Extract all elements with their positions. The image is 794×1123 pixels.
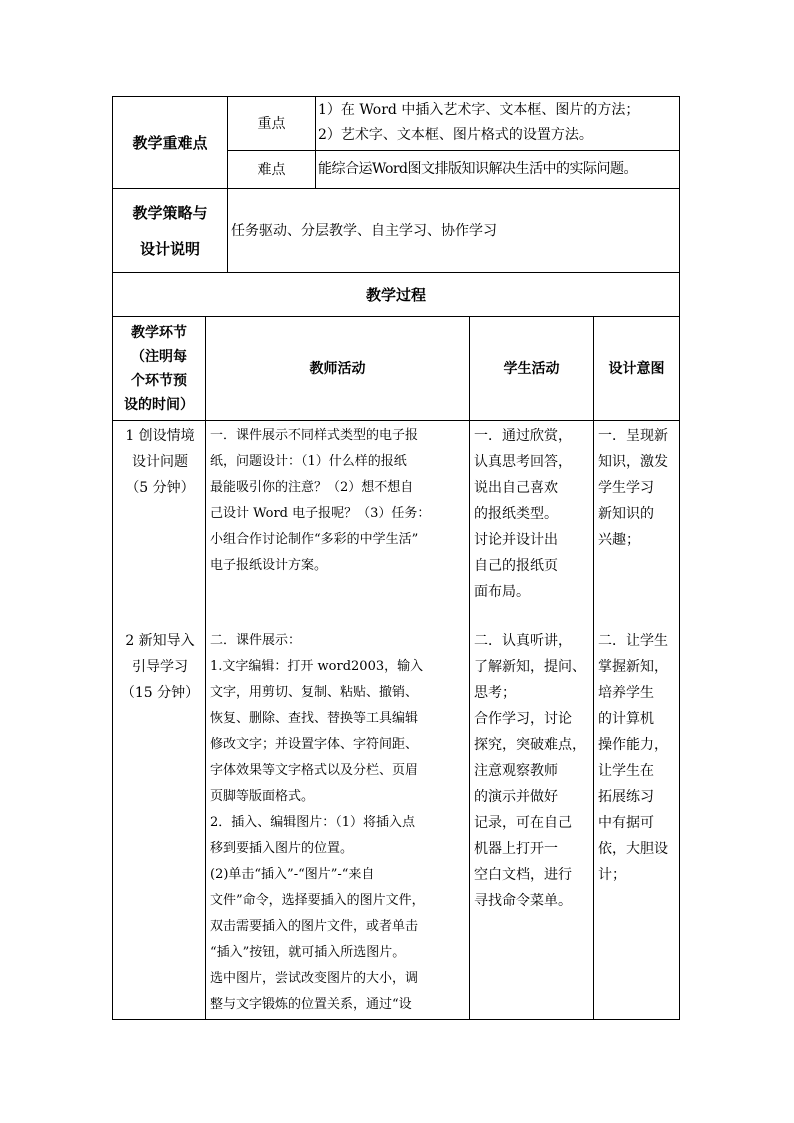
strategy-content bbox=[231, 218, 671, 244]
intent1-line: 一．呈现新 bbox=[598, 428, 668, 444]
teacher2-line: 双击需要插入的图片文件，或者单击 bbox=[210, 919, 419, 934]
stage-header-line: （注明每 bbox=[131, 348, 187, 365]
stage2-line: 引导学习 bbox=[132, 659, 188, 675]
hard-points-label bbox=[228, 151, 315, 188]
teacher1-line: 小组合作讨论制作“多彩的中学生活” bbox=[210, 532, 419, 547]
intent2-line: 依，大胆设 bbox=[598, 841, 668, 857]
teacher-activity-1 bbox=[210, 423, 468, 583]
strategy-header-line: 设计说明 bbox=[139, 239, 200, 258]
intent2-line: 二．让学生 bbox=[598, 633, 668, 649]
stage1-line: 设计问题 bbox=[132, 454, 188, 470]
intent2-line: 拓展练习 bbox=[598, 789, 654, 805]
intent1-line: 学生学习 bbox=[598, 480, 654, 496]
stage-header-line: 个环节预 bbox=[131, 372, 187, 389]
teacher2-line: 二．课件展示： bbox=[210, 633, 302, 648]
key-point-line: 1）在 Word 中插入艺术字、文本框、图片的方法； bbox=[318, 102, 640, 118]
teacher2-line: 整与文字锻炼的位置关系，通过“设 bbox=[210, 997, 412, 1012]
intent1-line: 兴趣； bbox=[598, 532, 640, 548]
stage2-line: （15 分钟） bbox=[120, 685, 200, 701]
stage-header-line: 教学环节 bbox=[131, 324, 187, 341]
teacher2-line: 修改文字；并设置字体、字符间距、 bbox=[210, 737, 419, 752]
student2-line: 探究，突破难点， bbox=[474, 737, 586, 753]
intent2-line: 掌握新知， bbox=[598, 659, 668, 675]
stage2-cell bbox=[116, 628, 204, 708]
teacher1-line: 纸，问题设计：（1）什么样的报纸 bbox=[210, 454, 407, 469]
intent2-line: 培养学生 bbox=[598, 685, 654, 701]
teacher2-line: 1.文字编辑：打开 word2003，输入 bbox=[210, 659, 424, 674]
strategy-header-line: 教学策略与 bbox=[132, 203, 208, 222]
teacher1-line: 电子报纸设计方案。 bbox=[210, 558, 328, 573]
student2-line: 二．认真听讲， bbox=[474, 633, 572, 649]
stage1-line: （5 分钟） bbox=[125, 480, 195, 496]
student2-line: 机器上打开一 bbox=[474, 841, 558, 857]
difficulty-header bbox=[113, 97, 227, 188]
stage1-line: 1 创设情境 bbox=[125, 428, 195, 444]
teacher2-line: 字体效果等文字格式以及分栏、页眉 bbox=[210, 763, 419, 778]
key-points-content bbox=[318, 98, 680, 150]
stage2-line: 2 新知导入 bbox=[125, 633, 195, 649]
student-activity-2 bbox=[474, 628, 592, 918]
teacher2-line: 选中图片，尝试改变图片的大小，调 bbox=[210, 971, 419, 986]
student-column-header bbox=[470, 317, 593, 420]
intent2-line: 中有据可 bbox=[598, 815, 654, 831]
intent-column-header bbox=[594, 317, 679, 420]
student-activity-1 bbox=[474, 423, 592, 609]
student2-line: 记录，可在自己 bbox=[474, 815, 572, 831]
intent1-line: 知识，激发 bbox=[598, 454, 668, 470]
strategy-text: 任务驱动、分层教学、自主学习、协作学习 bbox=[231, 223, 497, 239]
student1-line: 的报纸类型。 bbox=[474, 506, 558, 522]
student2-line: 合作学习，讨论 bbox=[474, 711, 572, 727]
student1-line: 面布局。 bbox=[474, 584, 530, 600]
student2-line: 了解新知，提问、 bbox=[474, 659, 586, 675]
intent2-line: 让学生在 bbox=[598, 763, 654, 779]
teacher2-line: 文件”命令，选择要插入的图片文件， bbox=[210, 893, 425, 908]
teacher2-line: (2)单击“插入”-“图片”-“来自 bbox=[210, 867, 375, 882]
teacher1-line: 一．课件展示不同样式类型的电子报 bbox=[210, 428, 419, 443]
teacher-header-text: 教师活动 bbox=[309, 360, 366, 377]
student1-line: 一．通过欣赏， bbox=[474, 428, 572, 444]
intent2-line: 的计算机 bbox=[598, 711, 654, 727]
hard-points-text: 能综合运Word图文排版知识解决生活中的实际问题。 bbox=[318, 161, 638, 177]
teacher2-line: 2．插入、编辑图片：（1）将插入点 bbox=[210, 815, 416, 830]
teacher-column-header bbox=[206, 317, 469, 420]
teacher1-line: 己设计 Word 电子报呢？（3）任务： bbox=[210, 506, 431, 521]
student2-line: 注意观察教师 bbox=[474, 763, 558, 779]
teacher2-line: 文字，用剪切、复制、粘贴、撤销、 bbox=[210, 685, 419, 700]
student1-line: 讨论并设计出 bbox=[474, 532, 558, 548]
table-rule bbox=[112, 420, 680, 421]
design-intent-2 bbox=[598, 628, 678, 892]
hard-points-label-text: 难点 bbox=[257, 161, 286, 178]
student1-line: 说出自己喜欢 bbox=[474, 480, 558, 496]
teacher2-line: 页脚等版面格式。 bbox=[210, 789, 315, 804]
process-title bbox=[113, 273, 679, 316]
table-rule bbox=[205, 316, 206, 1020]
key-points-label bbox=[228, 97, 315, 150]
student-header-text: 学生活动 bbox=[503, 360, 560, 377]
key-points-label-text: 重点 bbox=[257, 115, 286, 132]
student2-line: 空白文档，进行 bbox=[474, 867, 572, 883]
student2-line: 寻找命令菜单。 bbox=[474, 893, 572, 909]
teacher2-line: “插入”按钮，就可插入所选图片。 bbox=[210, 945, 406, 960]
teacher-activity-2 bbox=[210, 628, 468, 1018]
student2-line: 思考； bbox=[474, 685, 516, 701]
stage-column-header bbox=[113, 317, 205, 420]
intent-header-text: 设计意图 bbox=[608, 360, 665, 377]
design-intent-1 bbox=[598, 423, 678, 557]
hard-points-content bbox=[318, 156, 680, 186]
student1-line: 认真思考回答， bbox=[474, 454, 572, 470]
intent2-line: 计； bbox=[598, 867, 626, 883]
student1-line: 自己的报纸页 bbox=[474, 558, 558, 574]
student2-line: 的演示并做好 bbox=[474, 789, 558, 805]
table-rule bbox=[469, 316, 470, 1020]
table-rule bbox=[593, 316, 594, 1020]
stage1-cell bbox=[116, 423, 204, 503]
teacher2-line: 移到要插入图片的位置。 bbox=[210, 841, 354, 856]
strategy-header bbox=[113, 189, 227, 272]
difficulty-header-text: 教学重难点 bbox=[132, 133, 208, 152]
table-rule bbox=[315, 96, 316, 188]
teacher2-line: 恢复、删除、查找、替换等工具编辑 bbox=[210, 711, 419, 726]
stage-header-line: 设的时间） bbox=[124, 396, 194, 413]
intent2-line: 操作能力， bbox=[598, 737, 668, 753]
key-point-line: 2）艺术字、文本框、图片格式的设置方法。 bbox=[318, 127, 593, 143]
teacher1-line: 最能吸引你的注意？（2）想不想自 bbox=[210, 480, 414, 495]
process-title-text: 教学过程 bbox=[365, 285, 426, 304]
intent1-line: 新知识的 bbox=[598, 506, 654, 522]
